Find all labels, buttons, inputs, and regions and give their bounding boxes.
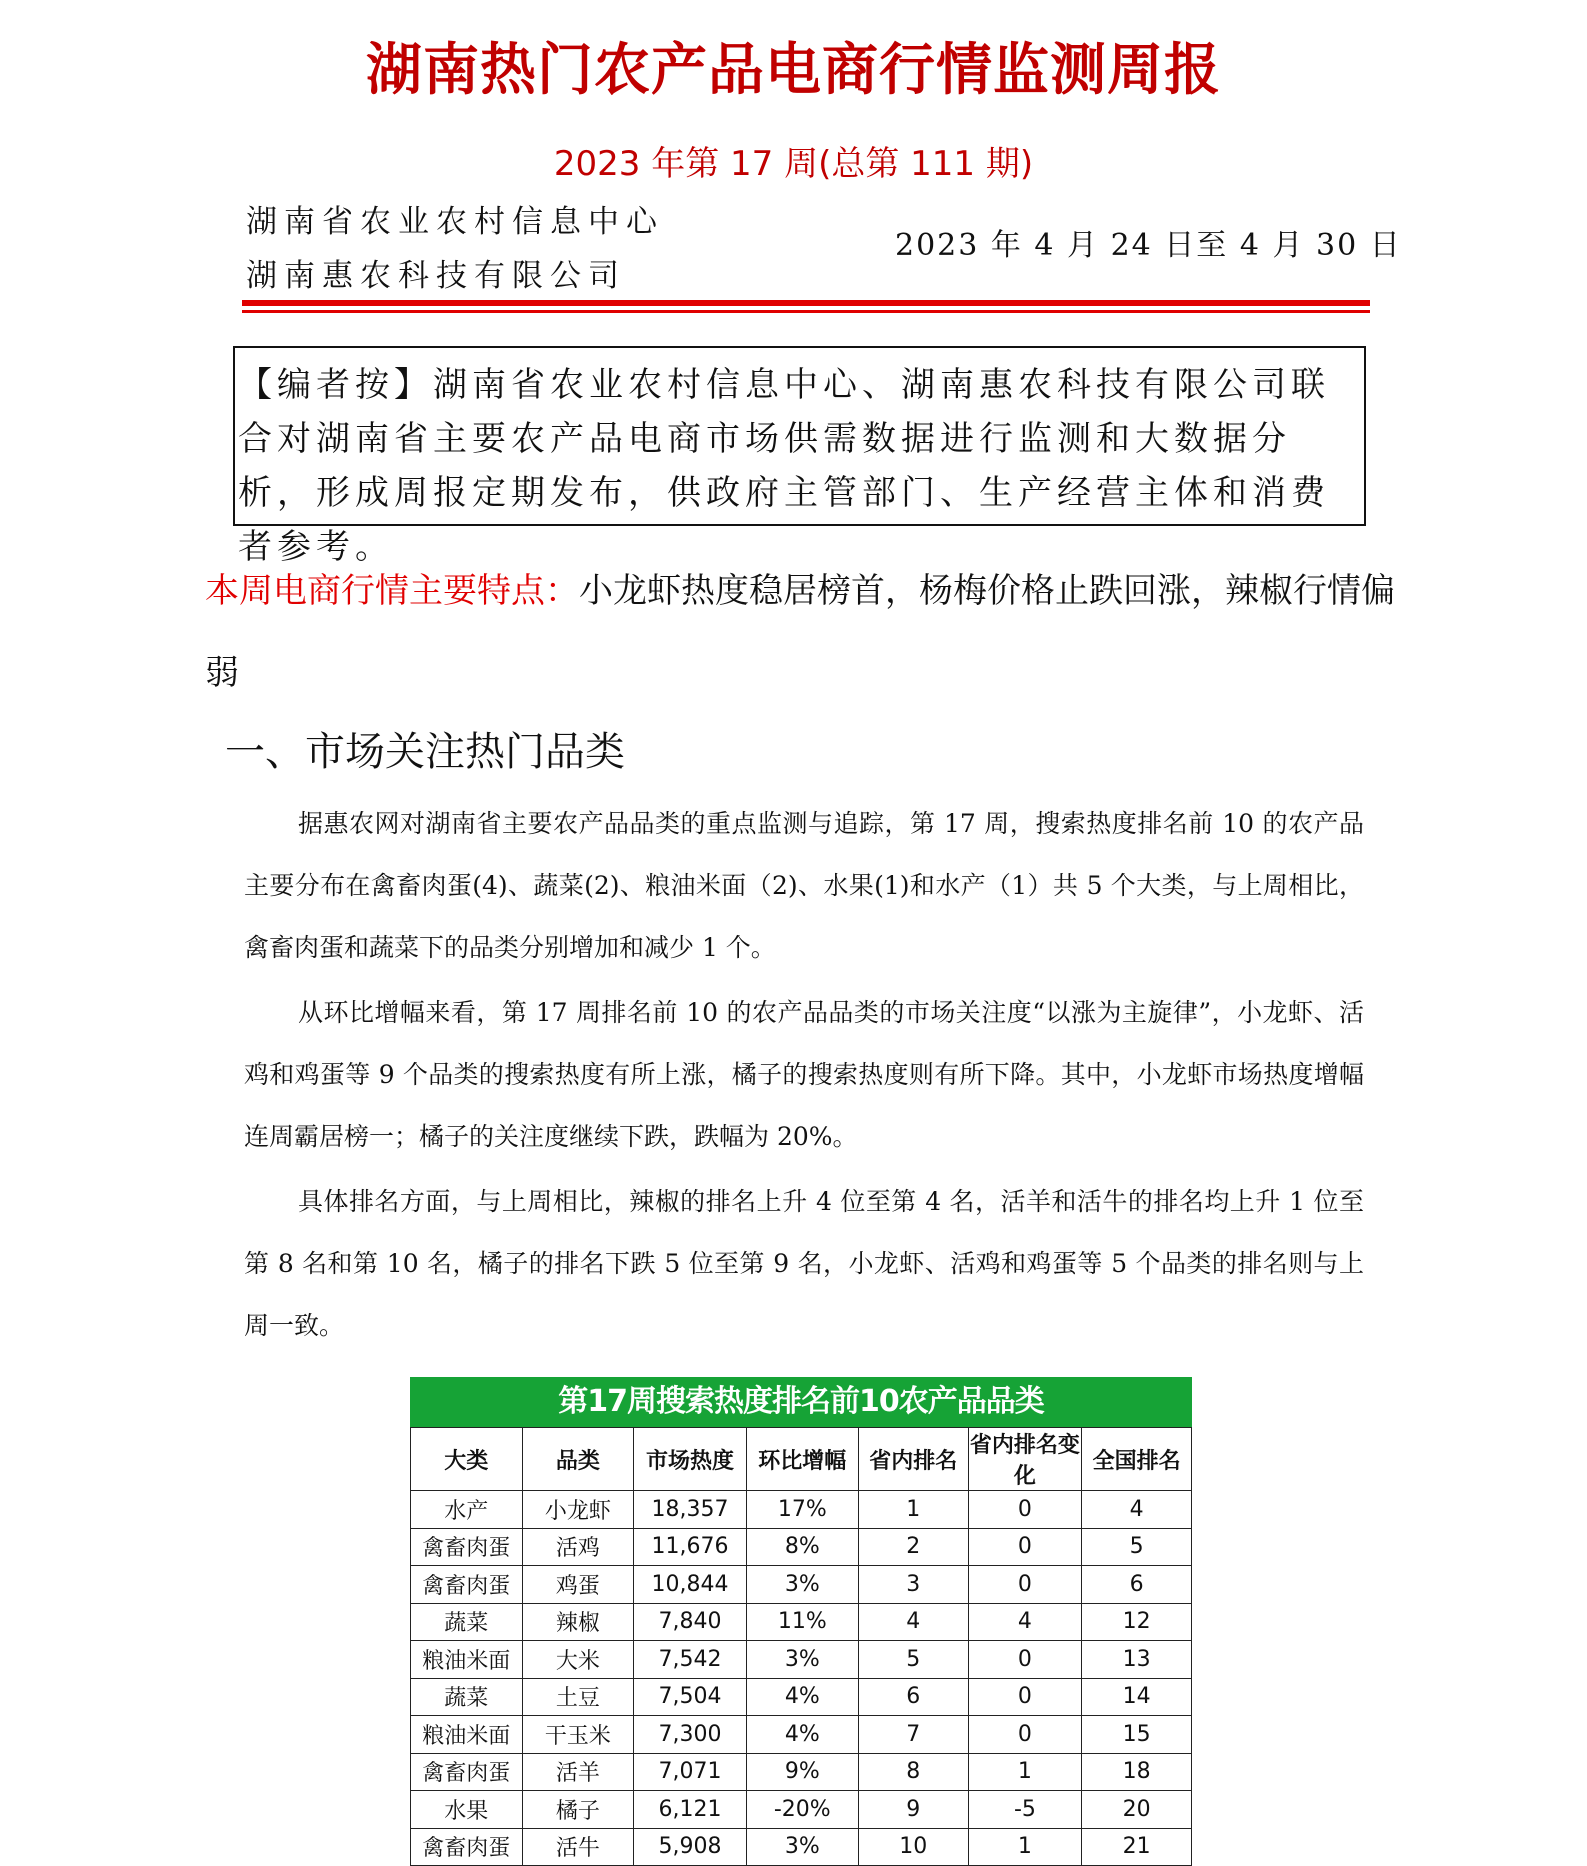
table-cell: 4% xyxy=(746,1678,858,1716)
table-cell: 18 xyxy=(1082,1753,1192,1791)
ranking-table-container xyxy=(410,1377,1192,1866)
table-cell: 3% xyxy=(746,1566,858,1604)
table-row xyxy=(411,1566,1192,1604)
table-cell: 水果 xyxy=(411,1791,523,1829)
table-cell: 土豆 xyxy=(522,1678,634,1716)
table-cell: 11% xyxy=(746,1603,858,1641)
section-heading: 一、市场关注热门品类 xyxy=(225,729,625,775)
table-cell: 禽畜肉蛋 xyxy=(411,1753,523,1791)
date-range: 2023 年 4 月 24 日至 4 月 30 日 xyxy=(895,228,1402,263)
table-cell: 禽畜肉蛋 xyxy=(411,1828,523,1866)
paragraph: 据惠农网对湖南省主要农产品品类的重点监测与追踪，第 17 周，搜索热度排名前 10 的农产品主要分布在禽畜肉蛋(4)、蔬菜(2)、粮油米面（2)、水果(1)和水产（1）共 5 个大类，与上周相比，禽畜肉蛋和蔬菜下的品类分别增加和减少 1 个。 xyxy=(244,809,1364,962)
table-cell: 0 xyxy=(968,1678,1082,1716)
issue-number: 2023 年第 17 周(总第 111 期) xyxy=(553,144,1034,184)
weekly-features xyxy=(205,550,1405,714)
features-lead: 本周电商行情主要特点： xyxy=(205,571,579,611)
table-cell: 5 xyxy=(858,1641,968,1679)
table-cell: 0 xyxy=(968,1566,1082,1604)
table-cell: 11,676 xyxy=(634,1528,746,1566)
table-cell: 0 xyxy=(968,1528,1082,1566)
table-cell: 橘子 xyxy=(522,1791,634,1829)
table-cell: 15 xyxy=(1082,1716,1192,1754)
table-cell: 4 xyxy=(968,1603,1082,1641)
publisher-line-2: 湖南惠农科技有限公司 xyxy=(246,258,626,294)
table-header-row xyxy=(411,1428,1192,1491)
table-cell: 禽畜肉蛋 xyxy=(411,1566,523,1604)
table-cell: 9 xyxy=(858,1791,968,1829)
table-cell: 辣椒 xyxy=(522,1603,634,1641)
table-cell: 6 xyxy=(1082,1566,1192,1604)
table-cell: 活羊 xyxy=(522,1753,634,1791)
column-header: 省内排名变化 xyxy=(968,1428,1082,1491)
table-cell: 0 xyxy=(968,1716,1082,1754)
table-row xyxy=(411,1528,1192,1566)
column-header: 品类 xyxy=(522,1428,634,1491)
table-cell: 6,121 xyxy=(634,1791,746,1829)
editor-note-tag: 【编者按】 xyxy=(238,365,433,405)
table-cell: 10 xyxy=(858,1828,968,1866)
column-header: 省内排名 xyxy=(858,1428,968,1491)
table-cell: 蔬菜 xyxy=(411,1603,523,1641)
table-cell: 0 xyxy=(968,1491,1082,1529)
table-cell: 3 xyxy=(858,1566,968,1604)
features-text: 小龙虾热度稳居榜首，杨梅价格止跌回涨，辣椒行情偏弱 xyxy=(205,571,1395,693)
table-cell: 20 xyxy=(1082,1791,1192,1829)
editor-note-box xyxy=(233,346,1366,567)
table-row xyxy=(411,1678,1192,1716)
table-cell: 1 xyxy=(858,1491,968,1529)
table-cell: 小龙虾 xyxy=(522,1491,634,1529)
table-cell: 7,542 xyxy=(634,1641,746,1679)
table-cell: 7,300 xyxy=(634,1716,746,1754)
table-row xyxy=(411,1491,1192,1529)
table-cell: 8 xyxy=(858,1753,968,1791)
column-header: 大类 xyxy=(411,1428,523,1491)
table-cell: 鸡蛋 xyxy=(522,1566,634,1604)
publisher-line-1: 湖南省农业农村信息中心 xyxy=(246,204,664,240)
table-cell: 活鸡 xyxy=(522,1528,634,1566)
table-cell: 7 xyxy=(858,1716,968,1754)
table-cell: 4 xyxy=(858,1603,968,1641)
table-title: 第17周搜索热度排名前10农产品品类 xyxy=(410,1377,1192,1427)
table-cell: 12 xyxy=(1082,1603,1192,1641)
header-divider-thick xyxy=(242,300,1370,306)
table-cell: 13 xyxy=(1082,1641,1192,1679)
paragraph: 具体排名方面，与上周相比，辣椒的排名上升 4 位至第 4 名，活羊和活牛的排名均上升 1 位至第 8 名和第 10 名，橘子的排名下跌 5 位至第 9 名，小龙虾、活鸡和鸡蛋等 5 个品类的排名则与上周一致。 xyxy=(244,1187,1364,1340)
table-cell: 1 xyxy=(968,1753,1082,1791)
editor-note-text: 湖南省农业农村信息中心、湖南惠农科技有限公司联合对湖南省主要农产品电商市场供需数据进行监测和大数据分析，形成周报定期发布，供政府主管部门、生产经营主体和消费者参考。 xyxy=(238,365,1330,567)
table-cell: 18,357 xyxy=(634,1491,746,1529)
table-cell: 0 xyxy=(968,1641,1082,1679)
table-cell: 大米 xyxy=(522,1641,634,1679)
table-cell: 2 xyxy=(858,1528,968,1566)
table-cell: 粮油米面 xyxy=(411,1716,523,1754)
table-cell: 4% xyxy=(746,1716,858,1754)
table-cell: 10,844 xyxy=(634,1566,746,1604)
table-cell: 9% xyxy=(746,1753,858,1791)
table-cell: 3% xyxy=(746,1641,858,1679)
table-cell: -20% xyxy=(746,1791,858,1829)
table-cell: 14 xyxy=(1082,1678,1192,1716)
table-cell: 活牛 xyxy=(522,1828,634,1866)
column-header: 环比增幅 xyxy=(746,1428,858,1491)
table-cell: 5 xyxy=(1082,1528,1192,1566)
table-cell: 粮油米面 xyxy=(411,1641,523,1679)
table-cell: 21 xyxy=(1082,1828,1192,1866)
table-row xyxy=(411,1753,1192,1791)
table-cell: 3% xyxy=(746,1828,858,1866)
table-cell: 5,908 xyxy=(634,1828,746,1866)
column-header: 市场热度 xyxy=(634,1428,746,1491)
header-divider-thin xyxy=(242,310,1370,313)
table-row xyxy=(411,1716,1192,1754)
table-row xyxy=(411,1641,1192,1679)
table-cell: 8% xyxy=(746,1528,858,1566)
column-header: 全国排名 xyxy=(1082,1428,1192,1491)
table-cell: 禽畜肉蛋 xyxy=(411,1528,523,1566)
table-row xyxy=(411,1828,1192,1866)
table-cell: 干玉米 xyxy=(522,1716,634,1754)
ranking-table xyxy=(410,1427,1192,1866)
table-cell: 6 xyxy=(858,1678,968,1716)
table-cell: 7,840 xyxy=(634,1603,746,1641)
table-cell: -5 xyxy=(968,1791,1082,1829)
table-cell: 水产 xyxy=(411,1491,523,1529)
paragraph: 从环比增幅来看，第 17 周排名前 10 的农产品品类的市场关注度“以涨为主旋律”，小龙虾、活鸡和鸡蛋等 9 个品类的搜索热度有所上涨，橘子的搜索热度则有所下降。其中，小龙虾市场热度增幅连周霸居榜一；橘子的关注度继续下跌，跌幅为 20%。 xyxy=(244,998,1364,1151)
table-cell: 蔬菜 xyxy=(411,1678,523,1716)
table-cell: 17% xyxy=(746,1491,858,1529)
table-cell: 1 xyxy=(968,1828,1082,1866)
table-row xyxy=(411,1791,1192,1829)
table-cell: 7,071 xyxy=(634,1753,746,1791)
report-title: 湖南热门农产品电商行情监测周报 xyxy=(366,37,1221,103)
table-cell: 7,504 xyxy=(634,1678,746,1716)
table-row xyxy=(411,1603,1192,1641)
table-cell: 4 xyxy=(1082,1491,1192,1529)
